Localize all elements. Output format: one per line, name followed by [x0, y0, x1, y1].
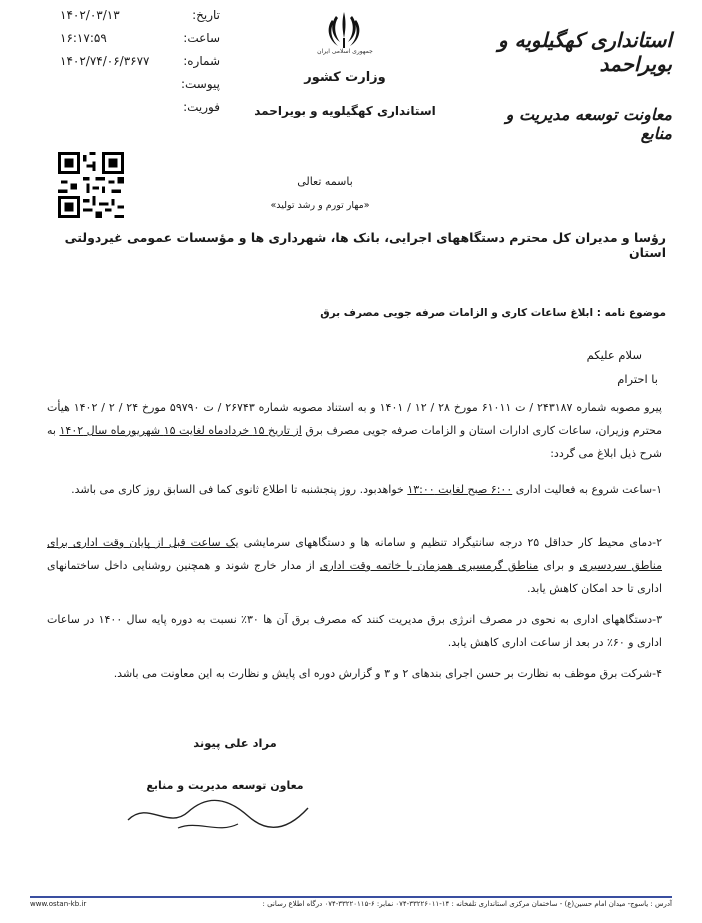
item-text: از مدار خارج شوند و همچنین روشنایی داخل ساختمانهای اداری تا حد امکان کاهش یابد. — [47, 559, 662, 595]
item-text: و برای — [543, 559, 575, 572]
meta-time — [60, 27, 220, 50]
meta-number — [60, 50, 220, 73]
meta-label: شماره: — [183, 54, 220, 68]
brand-calligraphy-line2: معاونت توسعه مدیریت و منابع — [505, 105, 672, 143]
greeting: سلام علیکم — [586, 348, 642, 362]
list-item-1 — [47, 478, 662, 501]
respect-line: با احترام — [617, 372, 658, 386]
footer-rule — [30, 896, 672, 898]
meta-attachment — [60, 73, 220, 96]
letter-meta — [60, 4, 220, 119]
list-item-3: ۳-دستگاههای اداری به نحوی در مصرف انرژی برق مدیریت کنند که مصرف برق آن ها ۳۰٪ نسبت به دوره پایه سال ۱۴۰۰ در ساعات اداری و ۶۰٪ در بعد از ساعت اداری کاهش یابد. — [47, 613, 663, 649]
letter-subject: موضوع نامه : ابلاغ ساعات کاری و الزامات صرفه جویی مصرف برق — [320, 307, 666, 319]
footer — [30, 900, 672, 908]
meta-label: پیوست: — [180, 77, 220, 91]
meta-value: ۱۴۰۲/۰۳/۱۳ — [60, 8, 120, 22]
paragraph-text: به شرح ذیل ابلاغ می گردد: — [47, 424, 662, 460]
meta-value: ۱۶:۱۷:۵۹ — [60, 31, 107, 45]
item-underlined: ۶:۰۰ صبح لغایت ۱۳:۰۰ — [407, 483, 513, 496]
paragraph-underlined: از تاریخ ۱۵ خردادماه لغایت ۱۵ شهریورماه سال ۱۴۰۲ — [59, 424, 302, 437]
paragraph-intro — [47, 396, 662, 465]
basmala: باسمه تعالی — [297, 175, 353, 188]
item-underlined: مناطق گرمسیری همزمان با خاتمه وقت اداری — [319, 559, 539, 572]
list-item-4: ۴-شرکت برق موظف به نظارت بر حسن اجرای بندهای ۲ و ۳ و گزارش دوره ای پایش و نظارت به این معاونت می باشد. — [113, 667, 662, 680]
meta-date — [60, 4, 220, 27]
footer-address: آدرس : یاسوج- میدان امام حسین(ع) - ساختمان مرکزی استانداری تلفخانه : ۱۴-۳۳۲۲۶۰۱۱-۰۷۴ نمابر: ۶-۳۳۲۲۰۱۱۵-۰۷۴ درگاه اطلاع رسانی : — [262, 900, 672, 908]
footer-url[interactable]: www.ostan-kb.ir — [30, 900, 87, 908]
item-text: ۱-ساعت شروع به فعالیت اداری — [515, 483, 662, 496]
meta-label: ساعت: — [183, 31, 220, 45]
paragraph-text: پیرو مصوبه شماره ۲۴۳۱۸۷ / ت ۶۱۰۱۱ مورخ ۲۸ / ۱۲ / ۱۴۰۱ و به استناد مصوبه شماره ۲۶۷۴۳ / ت ۵۹۷۹۰ مورخ ۲۴ / ۲ / ۱۴۰۲ هیأت محترم وزیران، ساعات کاری ادارات استان و الزامات صرفه جویی مصرف برق — [47, 401, 663, 437]
signer-name: مراد علی پیوند — [193, 736, 277, 750]
handwritten-signature — [118, 790, 318, 840]
meta-label: تاریخ: — [192, 8, 220, 22]
ministry-name: وزارت کشور — [304, 70, 386, 85]
list-item-2 — [47, 531, 662, 600]
iran-emblem-icon — [322, 8, 366, 52]
meta-urgency — [60, 96, 220, 119]
item-text: خواهدبود. روز پنجشنبه تا اطلاع ثانوی کما فی السابق روز کاری می باشد. — [71, 483, 404, 496]
qr-code-icon — [58, 152, 124, 218]
brand-calligraphy-line1: استانداری کهگیلویه و بویراحمد — [497, 28, 672, 76]
recipients-line: رؤسا و مدیران کل محترم دستگاههای اجرایی، بانک ها، شهرداری ها و مؤسسات عمومی غیردولتی استان — [64, 230, 666, 260]
meta-label: فوریت: — [183, 100, 220, 114]
province-name: استانداری کهگیلویه و بویراحمد — [254, 104, 436, 118]
year-slogan: «مهار تورم و رشد تولید» — [270, 200, 370, 211]
meta-value: ۱۴۰۲/۷۴/۰۶/۳۶۷۷ — [60, 54, 150, 68]
emblem-caption: جمهوری اسلامی ایران — [317, 48, 373, 55]
item-underlined: یک ساعت قبل از پایان وقت اداری برای مناطق سردسیری — [47, 536, 663, 572]
signer-title: معاون توسعه مدیریت و منابع — [146, 779, 304, 792]
item-text: ۲-دمای محیط کار حداقل ۲۵ درجه سانتیگراد تنظیم و سامانه ها و دستگاههای سرمایشی — [243, 536, 662, 549]
